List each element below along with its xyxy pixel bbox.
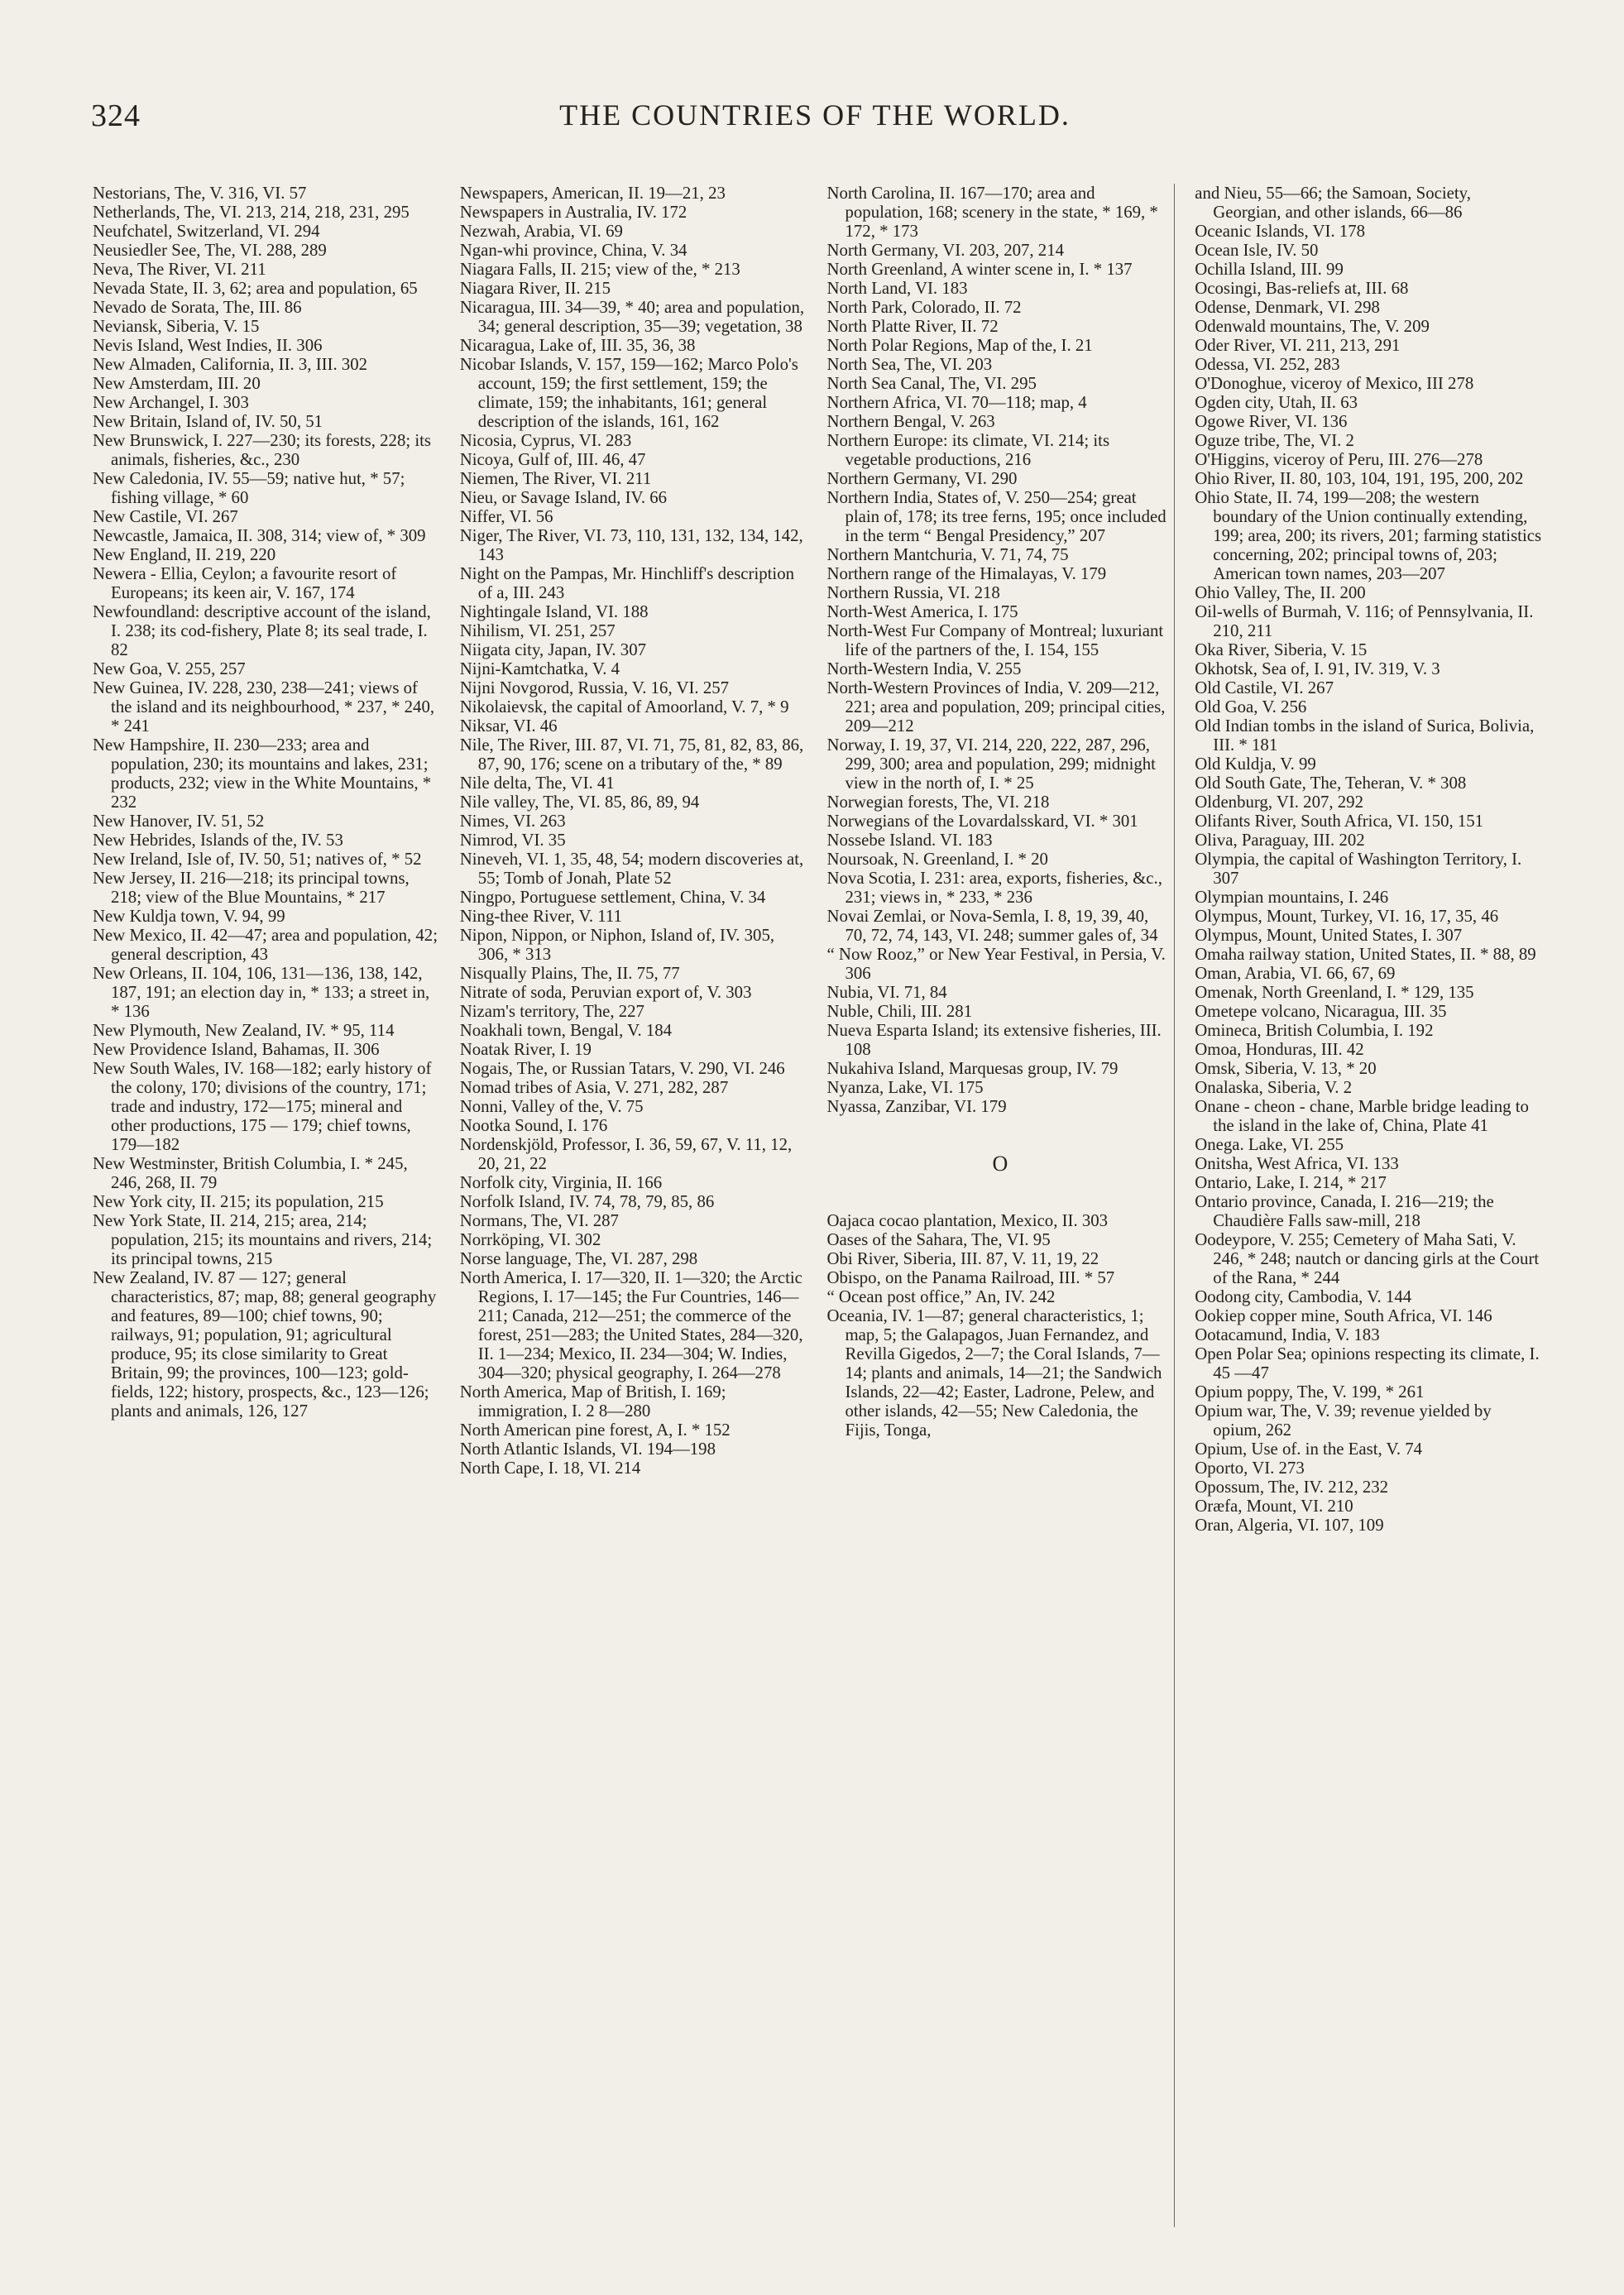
index-entry: Niagara Falls, II. 215; view of the, * 213 [459,260,740,279]
index-entry: Netherlands, The, VI. 213, 214, 218, 231, 295 [93,203,410,222]
index-column-1 [93,184,440,2227]
index-entry: Odense, Denmark, VI. 298 [1195,298,1380,317]
index-entry: Northern Africa, VI. 70—118; map, 4 [826,393,1087,412]
index-entry: Ontario province, Canada, I. 216—219; the Chaudière Falls saw-mill, 218 [1195,1192,1494,1230]
index-entry: Nicobar Islands, V. 157, 159—162; Marco Polo's account, 159; the first settlement, 159; the climate, 159; the inhabitants, 161; general description of the islands, 161, 162 [459,355,798,431]
index-entry: Noursoak, N. Greenland, I. * 20 [826,850,1048,869]
index-entry: New Providence Island, Bahamas, II. 306 [93,1040,380,1059]
index-entry: Norway, I. 19, 37, VI. 214, 220, 222, 287, 296, 299, 300; area and population, 299; midnight view in the north of, I. * 25 [826,735,1156,793]
index-entry: Ohio River, II. 80, 103, 104, 191, 195, 200, 202 [1195,469,1524,488]
index-entry: North America, I. 17—320, II. 1—320; the Arctic Regions, I. 17—145; the Fur Countries, 146—211; Canada, 212—251; the commerce of the forest, 251—283; the United States, 284—320, II. 1—234; Mexico, II. 234—304; W. Indies, 304—320; physical geography, I. 264—278 [459,1268,803,1382]
index-entry: Oodeypore, V. 255; Cemetery of Maha Sati, V. 246, * 248; nautch or dancing girls at the Court of the Rana, * 244 [1195,1230,1540,1287]
index-entry: O'Higgins, viceroy of Peru, III. 276—278 [1195,450,1483,469]
index-entry: Olifants River, South Africa, VI. 150, 151 [1195,812,1484,831]
index-entry: New Plymouth, New Zealand, IV. * 95, 114 [93,1021,395,1040]
index-entry: Oodong city, Cambodia, V. 144 [1195,1287,1412,1306]
index-entry: North Greenland, A winter scene in, I. * 137 [826,260,1133,279]
index-entry: North Polar Regions, Map of the, I. 21 [826,336,1093,355]
index-entry: Oceanic Islands, VI. 178 [1195,222,1366,241]
index-entry: Neufchatel, Switzerland, VI. 294 [93,222,320,241]
index-entry: “ Ocean post office,” An, IV. 242 [826,1287,1056,1306]
index-entry: Omenak, North Greenland, I. * 129, 135 [1195,983,1474,1002]
index-entry: Nyanza, Lake, VI. 175 [826,1078,984,1097]
index-entry: Northern Mantchuria, V. 71, 74, 75 [826,545,1069,564]
index-entry: Nieu, or Savage Island, IV. 66 [459,488,668,507]
index-entry: North Platte River, II. 72 [826,317,999,336]
index-entry: Omaha railway station, United States, II. * 88, 89 [1195,945,1536,964]
index-entry: Nestorians, The, V. 316, VI. 57 [93,184,307,203]
index-entry: and Nieu, 55—66; the Samoan, Society, Georgian, and other islands, 66—86 [1195,184,1471,222]
index-entry: Niksar, VI. 46 [459,716,558,735]
index-entry: Onalaska, Siberia, V. 2 [1195,1078,1353,1097]
index-entry: Northern range of the Himalayas, V. 179 [826,564,1107,583]
index-entry: Neva, The River, VI. 211 [93,260,266,279]
index-entry: Old Goa, V. 256 [1195,697,1307,716]
index-entry: North Sea, The, VI. 203 [826,355,993,374]
index-entry: Nonni, Valley of the, V. 75 [459,1097,644,1116]
index-entry: Nimes, VI. 263 [459,812,566,831]
index-entry: Omsk, Siberia, V. 13, * 20 [1195,1059,1377,1078]
index-entry: New Castile, VI. 267 [93,507,238,526]
index-column-2 [460,184,807,2227]
index-entry: Norfolk city, Virginia, II. 166 [459,1173,663,1192]
index-entry: Old Castile, VI. 267 [1195,678,1334,697]
index-entry: Nijni-Kamtchatka, V. 4 [459,659,620,678]
index-entry: Nicaragua, Lake of, III. 35, 36, 38 [459,336,696,355]
index-entry: Nordenskjöld, Professor, I. 36, 59, 67, V. 11, 12, 20, 21, 22 [459,1135,793,1173]
index-entry: North-West Fur Company of Montreal; luxuriant life of the partners of the, I. 154, 155 [826,621,1164,659]
index-entry: Olympia, the capital of Washington Territory, I. 307 [1195,850,1522,888]
index-entry: Ochilla Island, III. 99 [1195,260,1344,279]
index-entry: Northern India, States of, V. 250—254; great plain of, 178; its tree ferns, 195; once included in the term “ Bengal Presidency,” 207 [826,488,1167,545]
index-entry: North Carolina, II. 167—170; area and population, 168; scenery in the state, * 169, * 172, * 173 [826,184,1158,241]
index-entry: Obispo, on the Panama Railroad, III. * 57 [826,1268,1115,1287]
index-entry: Noakhali town, Bengal, V. 184 [459,1021,673,1040]
index-entry: Oporto, VI. 273 [1195,1459,1305,1478]
index-entry: Nicosia, Cyprus, VI. 283 [459,431,632,450]
index-entry: Ogden city, Utah, II. 63 [1195,393,1358,412]
index-entry: Nueva Esparta Island; its extensive fisheries, III. 108 [826,1021,1162,1059]
index-entry: Norwegians of the Lovardalsskard, VI. * 301 [826,812,1138,831]
index-entry: Oran, Algeria, VI. 107, 109 [1195,1516,1384,1535]
index-entry: Newspapers in Australia, IV. 172 [459,203,687,222]
index-entry: Ookiep copper mine, South Africa, VI. 146 [1195,1306,1492,1325]
index-entry: Nubia, VI. 71, 84 [826,983,947,1002]
index-entry: Oil-wells of Burmah, V. 116; of Pennsylvania, II. 210, 211 [1195,602,1534,640]
index-entry: Newcastle, Jamaica, II. 308, 314; view of, * 309 [93,526,426,545]
section-letter: O [992,1152,1009,1176]
index-entry: North America, Map of British, I. 169; immigration, I. 2 8—280 [459,1382,726,1421]
index-entry: New South Wales, IV. 168—182; early history of the colony, 170; divisions of the country, 171; trade and industry, 172—175; mineral and other productions, 175 — 179; chief towns, 179—182 [93,1059,432,1154]
index-entry: Northern Germany, VI. 290 [826,469,1018,488]
index-entry: Nossebe Island. VI. 183 [826,831,993,850]
index-entry: O'Donoghue, viceroy of Mexico, III 278 [1195,374,1474,393]
index-entry: Oases of the Sahara, The, VI. 95 [826,1230,1051,1249]
index-entry: Obi River, Siberia, III. 87, V. 11, 19, 22 [826,1249,1099,1268]
index-entry: Opium, Use of. in the East, V. 74 [1195,1440,1423,1459]
index-entry: Nevado de Sorata, The, III. 86 [93,298,302,317]
index-entry: New Archangel, I. 303 [93,393,249,412]
index-entry: New Ireland, Isle of, IV. 50, 51; natives of, * 52 [93,850,422,869]
index-entry: Nitrate of soda, Peruvian export of, V. 303 [459,983,752,1002]
index-entry: North Land, VI. 183 [826,279,968,298]
index-entry: Niffer, VI. 56 [459,507,553,526]
index-entry: Olympus, Mount, Turkey, VI. 16, 17, 35, 46 [1195,907,1499,926]
index-entry: Oman, Arabia, VI. 66, 67, 69 [1195,964,1396,983]
index-entry: Nisqually Plains, The, II. 75, 77 [459,964,680,983]
index-entry: Nezwah, Arabia, VI. 69 [459,222,623,241]
index-entry: Norwegian forests, The, VI. 218 [826,793,1050,812]
index-entry: Nightingale Island, VI. 188 [459,602,649,621]
index-entry: “ Now Rooz,” or New Year Festival, in Persia, V. 306 [826,945,1166,983]
index-entry: Nova Scotia, I. 231: area, exports, fisheries, &c., 231; views in, * 233, * 236 [826,869,1162,907]
index-entry: Oliva, Paraguay, III. 202 [1195,831,1365,850]
index-entry: Noatak River, I. 19 [459,1040,592,1059]
index-entry: New Guinea, IV. 228, 230, 238—241; views of the island and its neighbourhood, * 237, * 240, * 241 [93,678,435,735]
index-entry: Opium poppy, The, V. 199, * 261 [1195,1382,1425,1401]
index-entry: Old Indian tombs in the island of Surica, Bolivia, III. * 181 [1195,716,1535,755]
index-entry: Neusiedler See, The, VI. 288, 289 [93,241,327,260]
index-entry: Nizam's territory, The, 227 [459,1002,644,1021]
index-entry: Onitsha, West Africa, VI. 133 [1195,1154,1399,1173]
index-entry: Northern Russia, VI. 218 [826,583,1000,602]
index-entry: New Hampshire, II. 230—233; area and population, 230; its mountains and lakes, 231; products, 232; view in the White Mountains, * 232 [93,735,432,812]
index-entry: Nuble, Chili, III. 281 [826,1002,973,1021]
index-entry: New Caledonia, IV. 55—59; native hut, * 57; fishing village, * 60 [93,469,405,507]
index-entry: Omoa, Honduras, III. 42 [1195,1040,1364,1059]
index-entry: New York city, II. 215; its population, 215 [93,1192,384,1211]
index-entry: New Zealand, IV. 87 — 127; general characteristics, 87; map, 88; general geography and features, 89—100; chief towns, 90; railways, 91; population, 91; agricultural produce, 95; its close similarity to Great Britain, 99; the provinces, 100—123; gold-fields, 122; history, prospects, &c., 123—126; plants and animals, 126, 127 [93,1268,437,1421]
index-entry: Nyassa, Zanzibar, VI. 179 [826,1097,1007,1116]
index-entry: Neviansk, Siberia, V. 15 [93,317,260,336]
index-entry: Oceania, IV. 1—87; general characteristics, 1; map, 5; the Galapagos, Juan Fernandez, and Revilla Gigedos, 2—7; the Coral Islands, 7—14; plants and animals, 14—21; the Sandwich Islands, 22—42; Easter, Ladrone, Pelew, and other islands, 42—55; New Caledonia, the Fijis, Tonga, [826,1306,1162,1440]
index-entry: Oajaca cocao plantation, Mexico, II. 303 [826,1211,1109,1230]
index-entry: Odessa, VI. 252, 283 [1195,355,1340,374]
index-entry: New Kuldja town, V. 94, 99 [93,907,285,926]
index-entry: Newera - Ellia, Ceylon; a favourite resort of Europeans; its keen air, V. 167, 174 [93,564,397,602]
index-entry: North Atlantic Islands, VI. 194—198 [459,1440,716,1459]
index-entry: Oræfa, Mount, VI. 210 [1195,1497,1353,1516]
index-entry: Nootka Sound, I. 176 [459,1116,608,1135]
index-entry: North-West America, I. 175 [826,602,1018,621]
index-entry: Normans, The, VI. 287 [459,1211,619,1230]
index-entry: Onega. Lake, VI. 255 [1195,1135,1344,1154]
index-entry: Nogais, The, or Russian Tatars, V. 290, VI. 246 [459,1059,785,1078]
index-entry: New England, II. 219, 220 [93,545,276,564]
index-entry: Northern Europe: its climate, VI. 214; its vegetable productions, 216 [826,431,1110,469]
index-entry: Newfoundland: descriptive account of the island, I. 238; its cod-fishery, Plate 8; its seal trade, I. 82 [93,602,431,659]
index-entry: Northern Bengal, V. 263 [826,412,995,431]
index-entry: Open Polar Sea; opinions respecting its climate, I. 45 —47 [1195,1344,1540,1382]
index-entry: Omineca, British Columbia, I. 192 [1195,1021,1434,1040]
index-entry: Nevada State, II. 3, 62; area and population, 65 [93,279,418,298]
index-entry: New Hanover, IV. 51, 52 [93,812,265,831]
index-entry: Niemen, The River, VI. 211 [459,469,652,488]
index-entry: North Germany, VI. 203, 207, 214 [826,241,1064,260]
index-entry: Norse language, The, VI. 287, 298 [459,1249,698,1268]
index-entry: Newspapers, American, II. 19—21, 23 [459,184,726,203]
index-entry: Nimrod, VI. 35 [459,831,566,850]
index-entry: Oder River, VI. 211, 213, 291 [1195,336,1401,355]
index-entry: New York State, II. 214, 215; area, 214; population, 215; its mountains and rivers, 214; its principal towns, 215 [93,1211,433,1268]
index-entry: Olympian mountains, I. 246 [1195,888,1389,907]
index-entry: Ning-thee River, V. 111 [459,907,622,926]
index-entry: Niagara River, II. 215 [459,279,611,298]
index-entry: Okhotsk, Sea of, I. 91, IV. 319, V. 3 [1195,659,1440,678]
index-entry: Ohio Valley, The, II. 200 [1195,583,1366,602]
index-entry: Odenwald mountains, The, V. 209 [1195,317,1430,336]
index-entry: Nipon, Nippon, or Niphon, Island of, IV. 305, 306, * 313 [459,926,775,964]
index-entry: North Cape, I. 18, VI. 214 [459,1459,641,1478]
index-entry: North-Western India, V. 255 [826,659,1022,678]
index-entry: North-Western Provinces of India, V. 209—212, 221; area and population, 209; principal cities, 209—212 [826,678,1166,735]
index-entry: Old South Gate, The, Teheran, V. * 308 [1195,774,1467,793]
index-entry: Nikolaievsk, the capital of Amoorland, V. 7, * 9 [459,697,789,716]
index-entry: North Park, Colorado, II. 72 [826,298,1022,317]
index-column-3 [827,184,1176,2227]
index-entry: Night on the Pampas, Mr. Hinchliff's description of a, III. 243 [459,564,794,602]
index-entry: New Jersey, II. 216—218; its principal towns, 218; view of the Blue Mountains, * 217 [93,869,410,907]
index-entry: Ningpo, Portuguese settlement, China, V. 34 [459,888,766,907]
index-entry: New Hebrides, Islands of the, IV. 53 [93,831,343,850]
index-entry: New Westminster, British Columbia, I. * 245, 246, 268, II. 79 [93,1154,408,1192]
index-entry: Ometepe volcano, Nicaragua, III. 35 [1195,1002,1447,1021]
index-entry: Ocosingi, Bas-reliefs at, III. 68 [1195,279,1409,298]
index-entry: Opossum, The, IV. 212, 232 [1195,1478,1389,1497]
index-entry: Norfolk Island, IV. 74, 78, 79, 85, 86 [459,1192,715,1211]
index-entry: Nijni Novgorod, Russia, V. 16, VI. 257 [459,678,730,697]
index-entry: New Goa, V. 255, 257 [93,659,246,678]
running-title: THE COUNTRIES OF THE WORLD. [559,98,1071,132]
index-entry: Oka River, Siberia, V. 15 [1195,640,1368,659]
index-entry: New Orleans, II. 104, 106, 131—136, 138, 142, 187, 191; an election day in, * 133; a street in, * 136 [93,964,430,1021]
index-entry: Ngan-whi province, China, V. 34 [459,241,687,260]
index-entry: Nicaragua, III. 34—39, * 40; area and population, 34; general description, 35—39; vegetation, 38 [459,298,805,336]
index-entry: Nevis Island, West Indies, II. 306 [93,336,323,355]
page-number: 324 [91,98,141,133]
index-entry: Onane - cheon - chane, Marble bridge leading to the island in the lake of, China, Plate 41 [1195,1097,1529,1135]
index-entry: New Almaden, California, II. 3, III. 302 [93,355,368,374]
index-entry: Nicoya, Gulf of, III. 46, 47 [459,450,646,469]
index-entry: North American pine forest, A, I. * 152 [459,1421,731,1440]
page-header [91,98,1539,147]
index-entry: New Amsterdam, III. 20 [93,374,261,393]
index-entry: Nile, The River, III. 87, VI. 71, 75, 81, 82, 83, 86, 87, 90, 176; scene on a tributary of the, * 89 [459,735,804,774]
index-column-4 [1195,184,1542,2227]
index-entry: Olympus, Mount, United States, I. 307 [1195,926,1463,945]
index-entry: Nukahiva Island, Marquesas group, IV. 79 [826,1059,1119,1078]
index-entry: Oguze tribe, The, VI. 2 [1195,431,1354,450]
index-entry: Norrköping, VI. 302 [459,1230,601,1249]
index-entry: Oldenburg, VI. 207, 292 [1195,793,1363,812]
index-entry: Nineveh, VI. 1, 35, 48, 54; modern discoveries at, 55; Tomb of Jonah, Plate 52 [459,850,804,888]
index-entry: Nomad tribes of Asia, V. 271, 282, 287 [459,1078,729,1097]
index-entry: Ohio State, II. 74, 199—208; the western boundary of the Union continually extending, 199; area, 200; its rivers, 201; farming statistics concerning, 202; principal towns of, 203; American town names, 203—207 [1195,488,1542,583]
index-entry: North Sea Canal, The, VI. 295 [826,374,1037,393]
index-entry: Old Kuldja, V. 99 [1195,755,1316,774]
index-entry: Ootacamund, India, V. 183 [1195,1325,1380,1344]
index-entry: Nihilism, VI. 251, 257 [459,621,616,640]
index-columns [93,184,1542,2227]
index-entry: Opium war, The, V. 39; revenue yielded by opium, 262 [1195,1401,1492,1440]
index-entry: Nile valley, The, VI. 85, 86, 89, 94 [459,793,700,812]
index-entry: New Britain, Island of, IV. 50, 51 [93,412,323,431]
index-entry: Niger, The River, VI. 73, 110, 131, 132, 134, 142, 143 [459,526,803,564]
index-entry: Novai Zemlai, or Nova-Semla, I. 8, 19, 39, 40, 70, 72, 74, 143, VI. 248; summer gales of, 34 [826,907,1158,945]
index-entry: Nile delta, The, VI. 41 [459,774,615,793]
index-entry: Ogowe River, VI. 136 [1195,412,1348,431]
index-entry: Ocean Isle, IV. 50 [1195,241,1319,260]
index-entry: New Mexico, II. 42—47; area and population, 42; general description, 43 [93,926,438,964]
index-entry: New Brunswick, I. 227—230; its forests, 228; its animals, fisheries, &c., 230 [93,431,431,469]
index-entry: Ontario, Lake, I. 214, * 217 [1195,1173,1387,1192]
index-entry: Niigata city, Japan, IV. 307 [459,640,647,659]
